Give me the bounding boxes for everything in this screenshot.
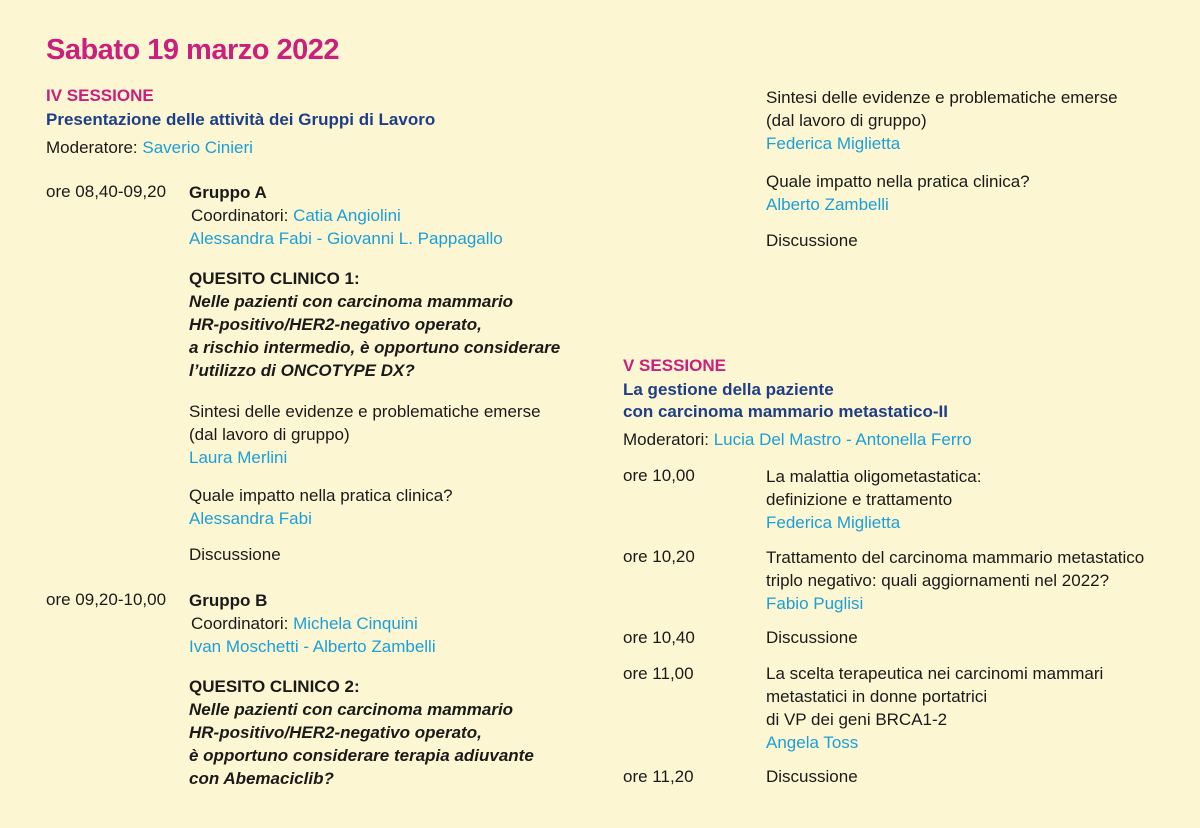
session-v-title-line: con carcinoma mammario metastatico-II	[623, 402, 949, 421]
session-v-title	[623, 379, 948, 423]
coord-names-2: Ivan Moschetti - Alberto Zambelli	[189, 637, 436, 656]
item-body	[766, 465, 981, 534]
quesito-1	[189, 267, 560, 382]
session-v-moderators	[623, 428, 972, 451]
session-v-title-line: La gestione della paziente	[623, 380, 834, 399]
session-iv-moderator	[46, 136, 253, 159]
item-line: Trattamento del carcinoma mammario metastatico	[766, 548, 1145, 567]
coord-name-1: Catia Angiolini	[293, 206, 401, 225]
item-line: La scelta terapeutica nei carcinomi mammari	[766, 664, 1104, 683]
group-a-impatto	[189, 484, 453, 530]
quesito-1-line: HR-positivo/HER2-negativo operato,	[189, 315, 482, 334]
moderator-label: Moderatore:	[46, 138, 143, 157]
sintesi-line: (dal lavoro di gruppo)	[766, 111, 927, 130]
item-time: ore 11,20	[623, 767, 694, 786]
session-v-label: V SESSIONE	[623, 356, 726, 375]
quesito-2	[189, 675, 534, 790]
group-b-title: Gruppo B	[189, 591, 268, 610]
item-body	[766, 546, 1144, 615]
speaker-name: Alberto Zambelli	[766, 195, 889, 214]
quesito-1-line: Nelle pazienti con carcinoma mammario	[189, 292, 514, 311]
item-line: di VP dei geni BRCA1-2	[766, 710, 948, 729]
impatto-line: Quale impatto nella pratica clinica?	[766, 172, 1030, 191]
quesito-2-line: HR-positivo/HER2-negativo operato,	[189, 723, 482, 742]
sintesi-line: (dal lavoro di gruppo)	[189, 425, 350, 444]
group-b-block	[189, 589, 436, 658]
cont-impatto	[766, 170, 1030, 216]
group-a-discussione: Discussione	[189, 545, 281, 564]
moderator-label: Moderatori:	[623, 430, 714, 449]
quesito-2-line: con Abemaciclib?	[189, 769, 334, 788]
coord-name-1: Michela Cinquini	[293, 614, 418, 633]
item-time: ore 10,40	[623, 628, 695, 647]
speaker-name: Laura Merlini	[189, 448, 288, 467]
item-line: Discussione	[766, 767, 858, 786]
session-iv-title: Presentazione delle attività dei Gruppi di Lavoro	[46, 110, 436, 129]
speaker-name: Fabio Puglisi	[766, 594, 864, 613]
impatto-line: Quale impatto nella pratica clinica?	[189, 486, 453, 505]
speaker-name: Federica Miglietta	[766, 513, 901, 532]
speaker-name: Angela Toss	[766, 733, 859, 752]
item-time: ore 10,00	[623, 466, 695, 485]
item-body	[766, 662, 1103, 754]
sintesi-line: Sintesi delle evidenze e problematiche emerse	[189, 402, 541, 421]
item-line: metastatici in donne portatrici	[766, 687, 988, 706]
group-b-coordinators	[189, 612, 436, 635]
item-time: ore 11,00	[623, 664, 694, 683]
quesito-2-line: è opportuno considerare terapia adiuvante	[189, 746, 534, 765]
item-time: ore 10,20	[623, 547, 695, 566]
group-a-sintesi	[189, 400, 541, 469]
item-line: triplo negativo: quali aggiornamenti nel 2022?	[766, 571, 1110, 590]
quesito-2-line: Nelle pazienti con carcinoma mammario	[189, 700, 514, 719]
quesito-1-line: l’utilizzo di ONCOTYPE DX?	[189, 361, 415, 380]
group-a-title: Gruppo A	[189, 183, 267, 202]
page-title: Sabato 19 marzo 2022	[46, 34, 340, 66]
speaker-name: Alessandra Fabi	[189, 509, 312, 528]
coord-names-2: Alessandra Fabi - Giovanni L. Pappagallo	[189, 229, 503, 248]
moderator-name: Lucia Del Mastro - Antonella Ferro	[713, 430, 972, 449]
quesito-1-label: QUESITO CLINICO 1:	[189, 269, 360, 288]
group-a-time: ore 08,40-09,20	[46, 182, 167, 201]
quesito-2-label: QUESITO CLINICO 2:	[189, 677, 360, 696]
group-a-block	[189, 181, 503, 250]
sintesi-line: Sintesi delle evidenze e problematiche emerse	[766, 88, 1118, 107]
coord-label: Coordinatori:	[191, 206, 294, 225]
session-iv-label: IV SESSIONE	[46, 86, 154, 105]
item-line: La malattia oligometastatica:	[766, 467, 982, 486]
item-line: definizione e trattamento	[766, 490, 953, 509]
group-b-time: ore 09,20-10,00	[46, 590, 167, 609]
speaker-name: Federica Miglietta	[766, 134, 901, 153]
cont-discussione: Discussione	[766, 231, 858, 250]
quesito-1-line: a rischio intermedio, è opportuno considerare	[189, 338, 561, 357]
coord-label: Coordinatori:	[191, 614, 294, 633]
cont-sintesi	[766, 86, 1118, 155]
item-line: Discussione	[766, 628, 858, 647]
moderator-name: Saverio Cinieri	[142, 138, 253, 157]
group-a-coordinators	[189, 204, 503, 227]
